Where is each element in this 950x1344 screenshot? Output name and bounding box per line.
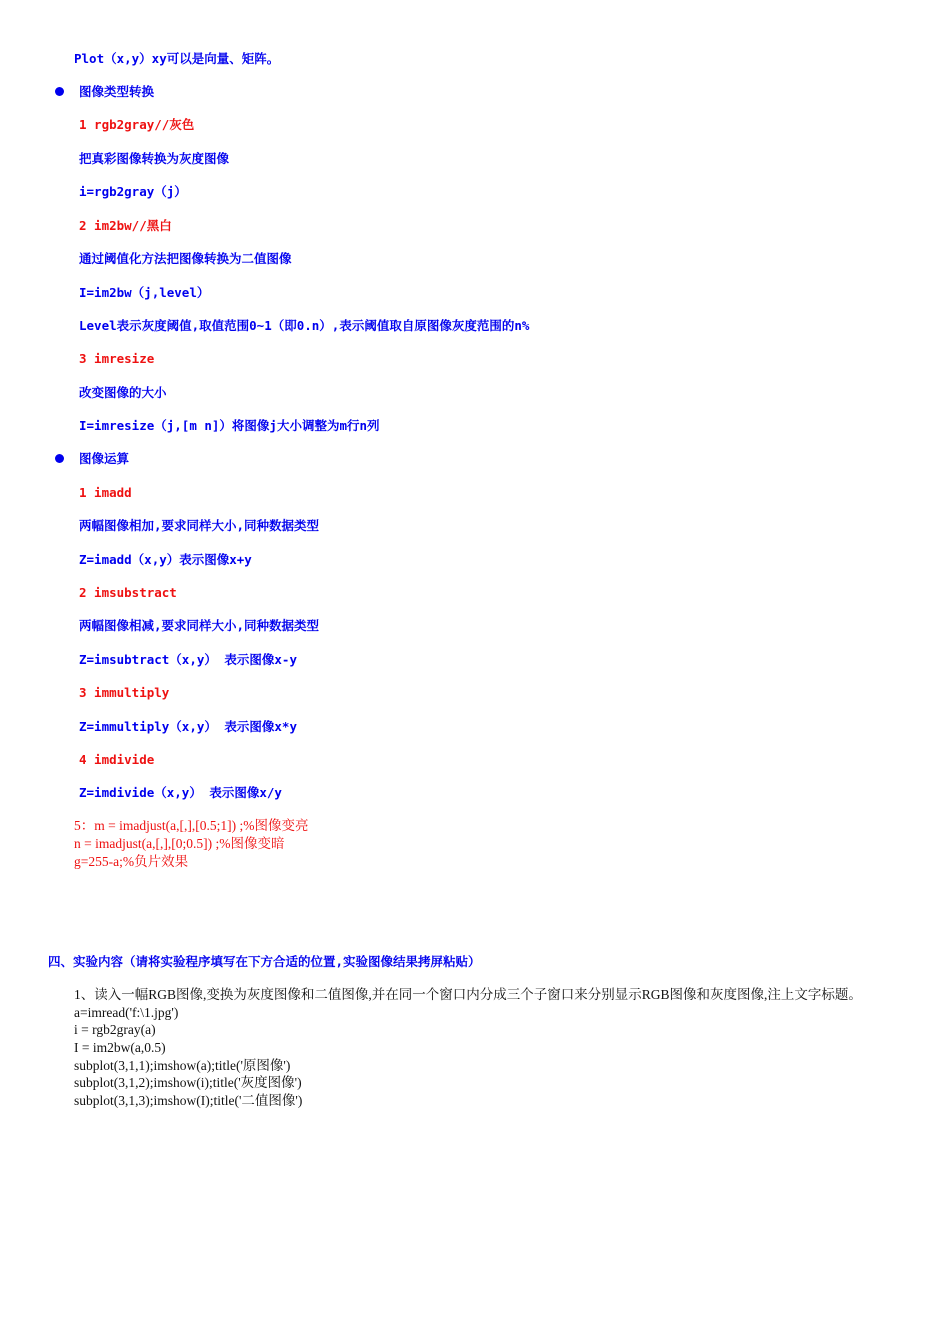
item-code-rgb2gray: i=rgb2gray（j） bbox=[79, 184, 187, 199]
intro-line: Plot（x,y）xy可以是向量、矩阵。 bbox=[74, 51, 280, 66]
item-title-imsubstract: 2 imsubstract bbox=[79, 585, 177, 600]
code-line: subplot(3,1,2);imshow(i);title('灰度图像') bbox=[74, 1075, 302, 1090]
code-line: i = rgb2gray(a) bbox=[74, 1022, 156, 1037]
imadjust-line: 5：m = imadjust(a,[,],[0.5;1]) ;%图像变亮 bbox=[74, 818, 309, 833]
code-line: I = im2bw(a,0.5) bbox=[74, 1040, 166, 1055]
item-code-immultiply: Z=immultiply（x,y） 表示图像x*y bbox=[79, 719, 297, 734]
code-line: subplot(3,1,3);imshow(I);title('二值图像') bbox=[74, 1093, 303, 1108]
item-code-imresize: I=imresize（j,[m n]）将图像j大小调整为m行n列 bbox=[79, 418, 380, 433]
item-desc-imadd: 两幅图像相加,要求同样大小,同种数据类型 bbox=[79, 518, 320, 533]
item-code-im2bw: I=im2bw（j,level） bbox=[79, 285, 210, 300]
section-heading-image-ops: 图像运算 bbox=[79, 451, 130, 466]
bullet-icon bbox=[55, 87, 64, 96]
imadjust-line: n = imadjust(a,[,],[0;0.5]) ;%图像变暗 bbox=[74, 836, 285, 851]
item-title-immultiply: 3 immultiply bbox=[79, 685, 170, 700]
item-title-im2bw: 2 im2bw//黑白 bbox=[79, 218, 172, 233]
item-desc-im2bw: 通过阈值化方法把图像转换为二值图像 bbox=[79, 251, 292, 266]
item-code-imdivide: Z=imdivide（x,y） 表示图像x/y bbox=[79, 785, 282, 800]
item-note-im2bw: Level表示灰度阈值,取值范围0~1（即0.n）,表示阈值取自原图像灰度范围的n% bbox=[79, 318, 530, 333]
code-line: a=imread('f:\1.jpg') bbox=[74, 1005, 179, 1020]
item-desc-rgb2gray: 把真彩图像转换为灰度图像 bbox=[79, 151, 230, 166]
code-line: subplot(3,1,1);imshow(a);title('原图像') bbox=[74, 1058, 291, 1073]
item-code-imadd: Z=imadd（x,y）表示图像x+y bbox=[79, 552, 252, 567]
item-title-rgb2gray: 1 rgb2gray//灰色 bbox=[79, 117, 195, 132]
section-heading-experiment: 四、实验内容（请将实验程序填写在下方合适的位置,实验图像结果拷屏粘贴） bbox=[48, 954, 481, 969]
item-title-imadd: 1 imadd bbox=[79, 485, 132, 500]
item-title-imdivide: 4 imdivide bbox=[79, 752, 155, 767]
imadjust-line: g=255-a;%负片效果 bbox=[74, 854, 189, 869]
item-desc-imresize: 改变图像的大小 bbox=[79, 385, 167, 400]
item-desc-imsubstract: 两幅图像相减,要求同样大小,同种数据类型 bbox=[79, 618, 320, 633]
item-title-imresize: 3 imresize bbox=[79, 351, 155, 366]
section-heading-type-conversion: 图像类型转换 bbox=[79, 84, 155, 99]
bullet-icon bbox=[55, 454, 64, 463]
item-code-imsubstract: Z=imsubtract（x,y） 表示图像x-y bbox=[79, 652, 297, 667]
experiment-task: 1、读入一幅RGB图像,变换为灰度图像和二值图像,并在同一个窗口内分成三个子窗口来分别显示RGB图像和灰度图像,注上文字标题。 bbox=[74, 987, 862, 1002]
